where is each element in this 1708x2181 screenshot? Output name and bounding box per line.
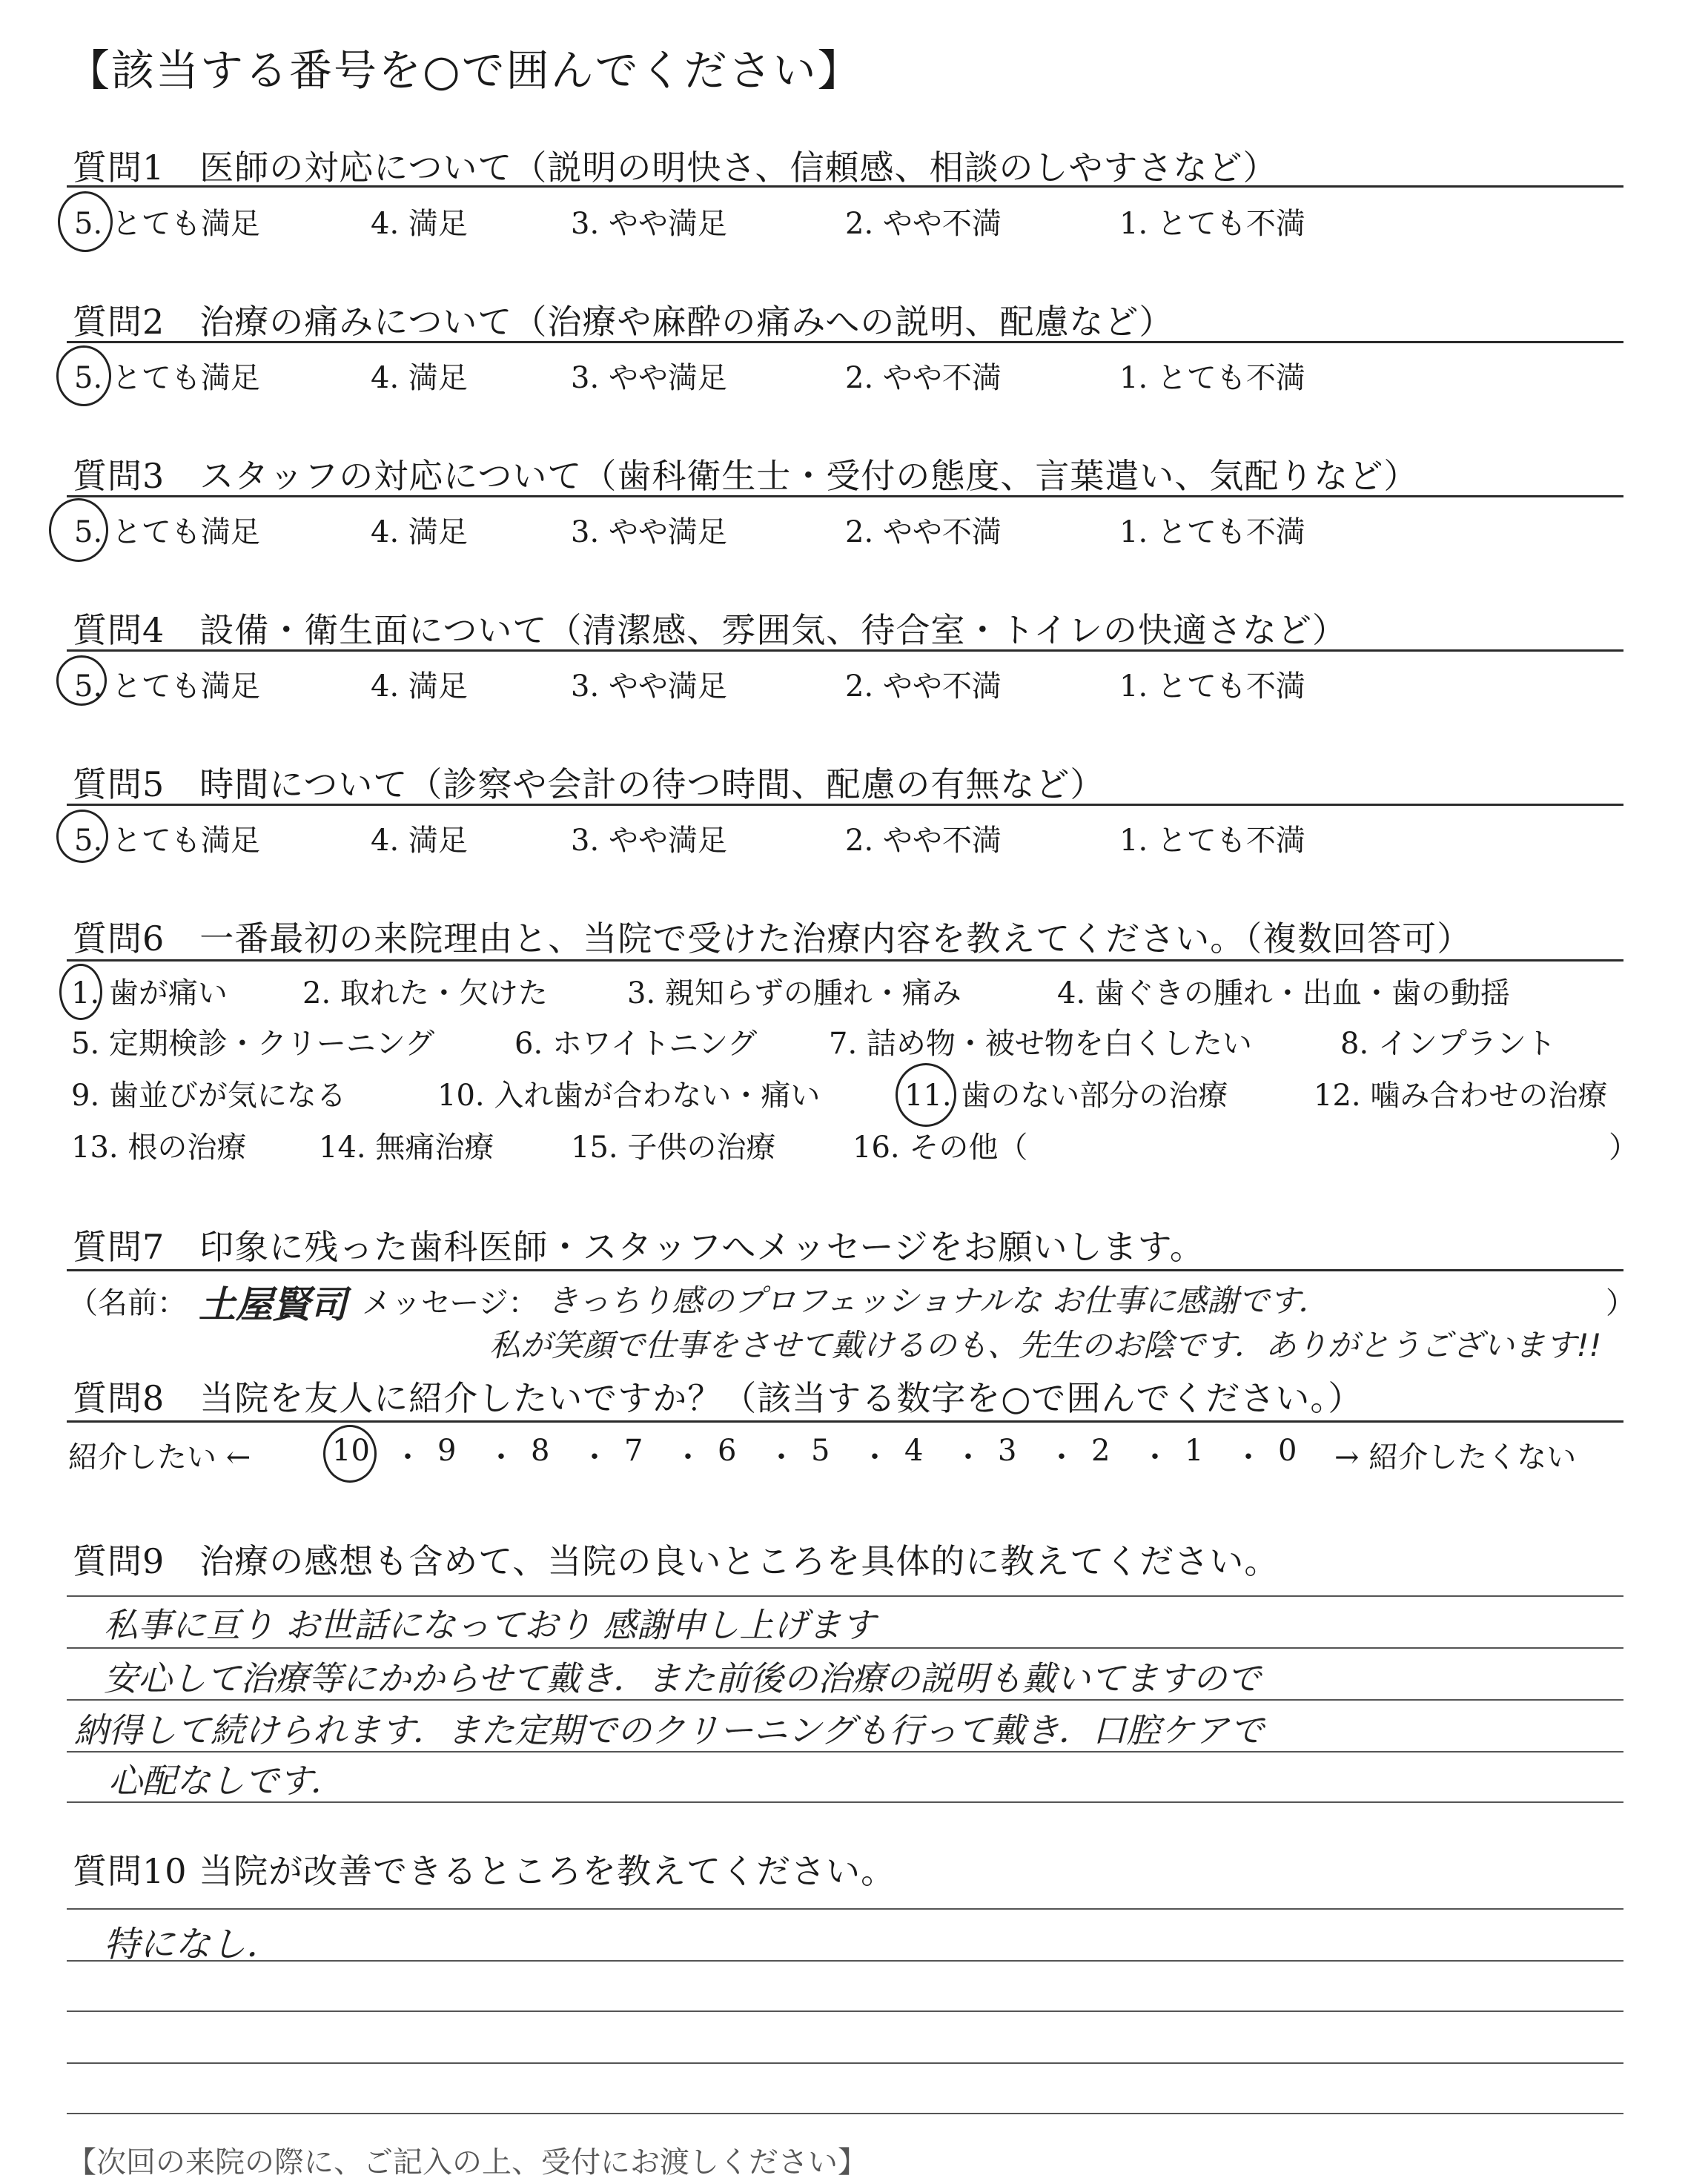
q9-answer-line-4[interactable]: 心配なしです． [108, 1761, 345, 1801]
q1-opt-5[interactable]: 5. とても満足 [74, 207, 260, 241]
q8-scale-6[interactable]: 6 [718, 1434, 737, 1468]
q4-opt-2[interactable]: 2. やや不満 [845, 669, 1002, 704]
q6-opt-7[interactable]: 7. 詰め物・被せ物を白くしたい [829, 1027, 1252, 1061]
q6-opt-14[interactable]: 14. 無痛治療 [319, 1131, 494, 1165]
q5-opt-3[interactable]: 3. やや満足 [571, 824, 727, 858]
q8-right-label: → 紹介したくない [1334, 1440, 1577, 1475]
q6-opt-11[interactable]: 11. 歯のない部分の治療 [904, 1079, 1228, 1113]
q7-message-label: メッセージ： [362, 1286, 538, 1320]
q2-opt-3[interactable]: 3. やや満足 [571, 361, 727, 395]
q9-line-1 [67, 1595, 1623, 1597]
q3-opt-4[interactable]: 4. 満足 [371, 515, 468, 549]
q5-opt-4[interactable]: 4. 満足 [371, 824, 468, 858]
q10-title: 質問10 当院が改善できるところを教えてください。 [73, 1851, 896, 1891]
instruction-header: 【該当する番号を○で囲んでください】 [67, 45, 862, 96]
q4-title: 質問4 設備・衛生面について（清潔感、雰囲気、待合室・トイレの快適さなど） [73, 610, 1348, 650]
q9-answer-line-1[interactable]: 私事に亘り お世話になっており 感謝申し上げます [104, 1605, 876, 1645]
q4-rule [67, 649, 1623, 652]
q8-dot: ・ [486, 1440, 516, 1475]
q10-line-4 [67, 2062, 1623, 2064]
q7-name-value[interactable]: 土屋賢司 [199, 1283, 347, 1326]
q4-opt-1[interactable]: 1. とても不満 [1119, 669, 1305, 704]
q6-opt-13[interactable]: 13. 根の治療 [71, 1131, 247, 1165]
q6-opt-8[interactable]: 8. インプラント [1340, 1027, 1556, 1061]
q6-title: 質問6 一番最初の来院理由と、当院で受けた治療内容を教えてください。（複数回答可） [73, 919, 1472, 959]
q8-scale-3[interactable]: 3 [998, 1434, 1017, 1468]
q5-opt-1[interactable]: 1. とても不満 [1119, 824, 1305, 858]
q3-title: 質問3 スタッフの対応について（歯科衛生士・受付の態度、言葉遣い、気配りなど） [73, 456, 1419, 496]
q8-scale-7[interactable]: 7 [624, 1434, 643, 1468]
q3-opt-2[interactable]: 2. やや不満 [845, 515, 1002, 549]
q8-scale-9[interactable]: 9 [437, 1434, 457, 1468]
q6-opt-5[interactable]: 5. 定期検診・クリーニング [71, 1027, 435, 1061]
q5-rule [67, 804, 1623, 806]
q5-opt-5[interactable]: 5. とても満足 [74, 824, 260, 858]
q6-opt-16[interactable]: 16. その他（ [853, 1131, 1028, 1165]
q5-title: 質問5 時間について（診察や会計の待つ時間、配慮の有無など） [73, 764, 1105, 804]
q8-dot: ・ [393, 1440, 423, 1475]
q8-dot: ・ [580, 1440, 609, 1475]
q6-rule [67, 959, 1623, 962]
q8-scale-1[interactable]: 1 [1185, 1434, 1204, 1468]
q2-title: 質問2 治療の痛みについて（治療や麻酔の痛みへの説明、配慮など） [73, 302, 1174, 342]
q10-line-1 [67, 1908, 1623, 1910]
q6-opt-9[interactable]: 9. 歯並びが気になる [71, 1079, 346, 1113]
q8-title: 質問8 当院を友人に紹介したいですか？（該当する数字を○で囲んでください。） [73, 1378, 1363, 1418]
q6-opt-4[interactable]: 4. 歯ぐきの腫れ・出血・歯の動揺 [1057, 976, 1510, 1010]
q3-opt-5[interactable]: 5. とても満足 [74, 515, 260, 549]
q1-title: 質問1 医師の対応について（説明の明快さ、信頼感、相談のしやすさなど） [73, 148, 1278, 188]
q6-opt-12[interactable]: 12. 噛み合わせの治療 [1314, 1079, 1608, 1113]
q9-answer-line-3[interactable]: 納得して続けられます．また定期でのクリーニングも行って戴き．口腔ケアで [74, 1710, 1264, 1750]
q6-opt-6[interactable]: 6. ホワイトニング [514, 1027, 758, 1061]
q8-scale-4[interactable]: 4 [904, 1434, 924, 1468]
q3-opt-3[interactable]: 3. やや満足 [571, 515, 727, 549]
q8-scale-5[interactable]: 5 [811, 1434, 830, 1468]
q10-line-3 [67, 2010, 1623, 2012]
q2-opt-2[interactable]: 2. やや不満 [845, 361, 1002, 395]
q8-dot: ・ [767, 1440, 796, 1475]
q9-answer-line-2[interactable]: 安心して治療等にかからせて戴き．また前後の治療の説明も戴いてますので [104, 1658, 1261, 1698]
q2-opt-4[interactable]: 4. 満足 [371, 361, 468, 395]
q8-left-label: 紹介したい ← [68, 1440, 251, 1475]
q4-opt-3[interactable]: 3. やや満足 [571, 669, 727, 704]
q10-line-2 [67, 1960, 1623, 1962]
q9-title: 質問9 治療の感想も含めて、当院の良いところを具体的に教えてください。 [73, 1541, 1280, 1581]
q6-opt-1[interactable]: 1. 歯が痛い [71, 976, 228, 1010]
q1-opt-2[interactable]: 2. やや不満 [845, 207, 1002, 241]
q7-rule [67, 1269, 1623, 1271]
q9-line-2 [67, 1647, 1623, 1649]
q8-dot: ・ [953, 1440, 983, 1475]
q1-opt-3[interactable]: 3. やや満足 [571, 207, 727, 241]
q5-opt-2[interactable]: 2. やや不満 [845, 824, 1002, 858]
q8-rule [67, 1420, 1623, 1423]
q2-rule [67, 341, 1623, 343]
q10-line-5 [67, 2113, 1623, 2114]
q8-scale-8[interactable]: 8 [531, 1434, 550, 1468]
q8-scale-10[interactable]: 10 [332, 1434, 370, 1468]
q6-opt-10[interactable]: 10. 入れ歯が合わない・痛い [437, 1079, 821, 1113]
q7-title: 質問7 印象に残った歯科医師・スタッフへメッセージをお願いします。 [73, 1227, 1205, 1267]
q3-opt-1[interactable]: 1. とても不満 [1119, 515, 1305, 549]
q8-dot: ・ [673, 1440, 703, 1475]
q4-opt-4[interactable]: 4. 満足 [371, 669, 468, 704]
q1-opt-4[interactable]: 4. 満足 [371, 207, 468, 241]
q8-dot: ・ [860, 1440, 890, 1475]
q7-message-line1[interactable]: きっちり感のプロフェッショナルな お仕事に感謝です． [547, 1283, 1329, 1319]
q8-scale-0[interactable]: 0 [1278, 1434, 1297, 1468]
q6-opt-3[interactable]: 3. 親知らずの腫れ・痛み [627, 976, 961, 1010]
q6-opt-15[interactable]: 15. 子供の治療 [571, 1131, 776, 1165]
footer-note: 【次回の来院の際に、ご記入の上、受付にお渡しください】 [67, 2145, 867, 2180]
q2-opt-5[interactable]: 5. とても満足 [74, 361, 260, 395]
q7-message-line2[interactable]: 私が笑顔で仕事をさせて戴けるのも、先生のお陰です．ありがとうございます!! [489, 1327, 1602, 1363]
q1-opt-1[interactable]: 1. とても不満 [1119, 207, 1305, 241]
q3-rule [67, 495, 1623, 497]
q6-opt-2[interactable]: 2. 取れた・欠けた [302, 976, 548, 1010]
q10-answer-line-1[interactable]: 特になし． [104, 1924, 282, 1965]
q8-scale-2[interactable]: 2 [1091, 1434, 1110, 1468]
q8-dot: ・ [1140, 1440, 1170, 1475]
q6-other-close: ） [1609, 1131, 1638, 1165]
q4-opt-5[interactable]: 5. とても満足 [74, 669, 260, 704]
q8-dot: ・ [1234, 1440, 1263, 1475]
q7-close: ） [1606, 1286, 1635, 1320]
q2-opt-1[interactable]: 1. とても不満 [1119, 361, 1305, 395]
q7-name-label: （名前： [68, 1286, 187, 1320]
q1-rule [67, 185, 1623, 188]
q8-dot: ・ [1047, 1440, 1076, 1475]
